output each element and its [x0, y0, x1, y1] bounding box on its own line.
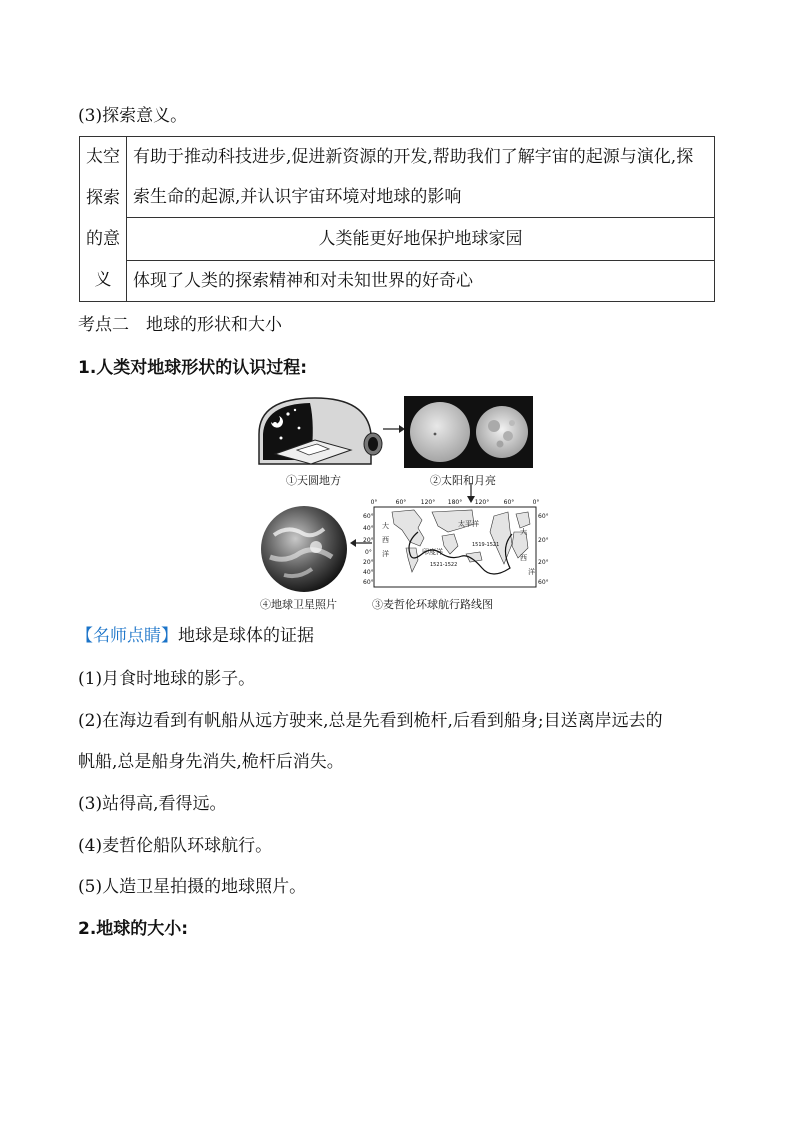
map-route-date: 1521-1522 [430, 562, 458, 568]
map-tick: 20° [363, 537, 374, 544]
table-row: 有助于推动科技进步,促进新资源的开发,帮助我们了解宇宙的起源与演化,探索生命的起源,并认识宇宙环境对地球的影响 [127, 137, 715, 218]
earth-satellite-photo [260, 505, 348, 593]
map-tick: 120° [420, 499, 436, 506]
map-label: 大 [382, 522, 389, 530]
header-line: 太空 [86, 147, 120, 167]
map-tick: 60° [395, 499, 407, 506]
table-row: 人类能更好地保护地球家园 [127, 218, 715, 261]
evidence-2-cont: 帆船,总是船身先消失,桅杆后消失。 [78, 752, 344, 772]
caption-dome: ①天圆地方 [286, 474, 341, 487]
map-route-date: 1519-1521 [472, 542, 500, 548]
map-tick: 0° [370, 499, 378, 506]
table-row: 体现了人类的探索精神和对未知世界的好奇心 [127, 261, 715, 302]
tip-line [76, 626, 314, 646]
evidence-5: (5)人造卫星拍摄的地球照片。 [78, 877, 307, 897]
kaodian-2-title: 考点二 地球的形状和大小 [78, 315, 282, 335]
map-tick: 180° [447, 499, 463, 506]
map-tick: 20° [538, 537, 549, 544]
map-tick: 40° [363, 569, 374, 576]
tip-label: 【名师点睛】 [76, 626, 178, 646]
map-label: 西 [520, 554, 527, 562]
caption-earth: ④地球卫星照片 [260, 598, 337, 611]
map-tick: 60° [363, 513, 374, 520]
table-header-cell [80, 137, 127, 302]
map-tick: 20° [363, 559, 374, 566]
heading-2: 2.地球的大小: [78, 919, 189, 939]
map-label: 西 [382, 536, 389, 544]
heading-1: 1.人类对地球形状的认识过程: [78, 358, 308, 378]
evidence-4: (4)麦哲伦船队环球航行。 [78, 836, 273, 856]
magellan-route-map [362, 498, 549, 594]
map-tick: 60° [363, 579, 374, 586]
map-tick: 60° [503, 499, 515, 506]
map-label: 洋 [528, 568, 535, 576]
exploration-meaning-table [79, 136, 715, 302]
map-tick: 40° [363, 525, 374, 532]
caption-magellan: ③麦哲伦环球航行路线图 [372, 598, 493, 611]
map-tick: 60° [538, 579, 549, 586]
header-line: 的意 [86, 229, 120, 249]
header-line: 义 [94, 270, 112, 290]
map-label: 大 [520, 528, 527, 536]
map-label-pacific: 太平洋 [458, 520, 479, 528]
map-label-indian: 印度洋 [422, 548, 443, 556]
map-tick: 60° [538, 513, 549, 520]
evidence-2: (2)在海边看到有帆船从远方驶来,总是先看到桅杆,后看到船身;目送离岸远去的 [78, 711, 663, 731]
map-label: 洋 [382, 550, 389, 558]
section-3-title: (3)探索意义。 [78, 106, 188, 126]
tip-text: 地球是球体的证据 [178, 626, 314, 646]
dome-illustration [255, 394, 385, 468]
sun-moon-photo [404, 396, 533, 468]
map-tick: 20° [538, 559, 549, 566]
map-tick: 0° [532, 499, 540, 506]
map-tick: 120° [474, 499, 490, 506]
arrow-right-icon [383, 424, 405, 434]
evidence-3: (3)站得高,看得远。 [78, 794, 227, 814]
caption-sun-moon: ②太阳和月亮 [430, 474, 496, 487]
header-line: 探索 [86, 188, 120, 208]
evidence-1: (1)月食时地球的影子。 [78, 669, 256, 689]
map-tick: 0° [365, 549, 372, 556]
